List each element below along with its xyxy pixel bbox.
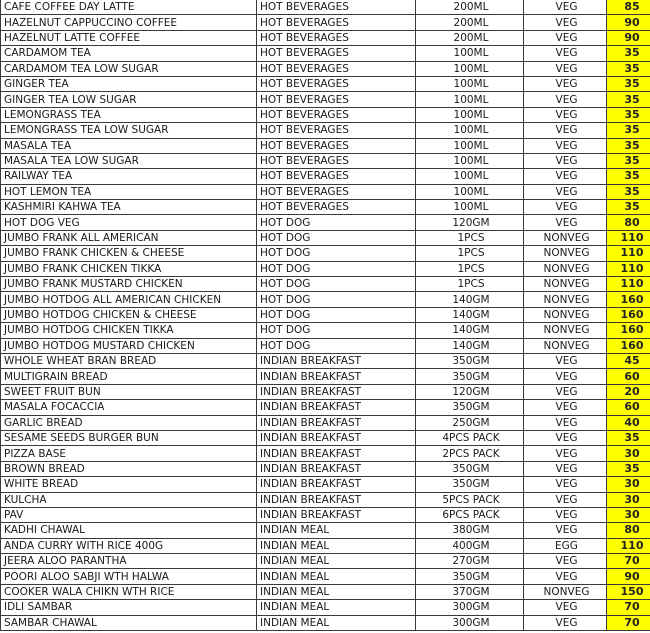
price-cell: 35: [607, 138, 650, 153]
diet-type-cell: VEG: [524, 569, 607, 584]
table-row: [1, 292, 650, 307]
diet-type-cell: VEG: [524, 353, 607, 368]
item-name-cell: BROWN BREAD: [1, 461, 257, 476]
quantity-cell: 200ML: [416, 30, 524, 45]
price-cell: 110: [607, 277, 650, 292]
table-row: [1, 461, 650, 476]
quantity-cell: 1PCS: [416, 230, 524, 245]
price-cell: 110: [607, 230, 650, 245]
item-name-cell: GINGER TEA LOW SUGAR: [1, 92, 257, 107]
table-row: [1, 415, 650, 430]
table-row: [1, 76, 650, 91]
category-cell: INDIAN BREAKFAST: [257, 400, 416, 415]
diet-type-cell: VEG: [524, 123, 607, 138]
item-name-cell: LEMONGRASS TEA: [1, 107, 257, 122]
diet-type-cell: VEG: [524, 430, 607, 445]
item-name-cell: JUMBO HOTDOG CHICKEN TIKKA: [1, 323, 257, 338]
category-cell: INDIAN MEAL: [257, 584, 416, 599]
category-cell: INDIAN BREAKFAST: [257, 353, 416, 368]
quantity-cell: 100ML: [416, 200, 524, 215]
price-cell: 160: [607, 323, 650, 338]
table-row: [1, 230, 650, 245]
quantity-cell: 100ML: [416, 169, 524, 184]
item-name-cell: JUMBO HOTDOG CHICKEN & CHEESE: [1, 307, 257, 322]
quantity-cell: 120GM: [416, 215, 524, 230]
item-name-cell: RAILWAY TEA: [1, 169, 257, 184]
item-name-cell: CARDAMOM TEA LOW SUGAR: [1, 61, 257, 76]
price-cell: 35: [607, 61, 650, 76]
category-cell: HOT BEVERAGES: [257, 61, 416, 76]
item-name-cell: JUMBO FRANK CHICKEN & CHEESE: [1, 246, 257, 261]
diet-type-cell: VEG: [524, 600, 607, 615]
quantity-cell: 1PCS: [416, 261, 524, 276]
price-cell: 35: [607, 169, 650, 184]
item-name-cell: GINGER TEA: [1, 76, 257, 91]
item-name-cell: HAZELNUT CAPPUCCINO COFFEE: [1, 15, 257, 30]
quantity-cell: 140GM: [416, 292, 524, 307]
price-cell: 35: [607, 76, 650, 91]
table-row: [1, 200, 650, 215]
item-name-cell: LEMONGRASS TEA LOW SUGAR: [1, 123, 257, 138]
table-row: [1, 446, 650, 461]
item-name-cell: JUMBO HOTDOG ALL AMERICAN CHICKEN: [1, 292, 257, 307]
item-name-cell: JUMBO FRANK MUSTARD CHICKEN: [1, 277, 257, 292]
item-name-cell: KASHMIRI KAHWA TEA: [1, 200, 257, 215]
quantity-cell: 300GM: [416, 615, 524, 630]
quantity-cell: 140GM: [416, 307, 524, 322]
item-name-cell: POORI ALOO SABJI WTH HALWA: [1, 569, 257, 584]
category-cell: INDIAN BREAKFAST: [257, 507, 416, 522]
quantity-cell: 6PCS PACK: [416, 507, 524, 522]
category-cell: INDIAN BREAKFAST: [257, 369, 416, 384]
price-cell: 30: [607, 492, 650, 507]
item-name-cell: COOKER WALA CHIKN WTH RICE: [1, 584, 257, 599]
price-cell: 110: [607, 246, 650, 261]
category-cell: HOT BEVERAGES: [257, 46, 416, 61]
table-row: [1, 61, 650, 76]
item-name-cell: WHITE BREAD: [1, 477, 257, 492]
item-name-cell: JUMBO FRANK CHICKEN TIKKA: [1, 261, 257, 276]
diet-type-cell: VEG: [524, 61, 607, 76]
table-row: [1, 215, 650, 230]
item-name-cell: CARDAMOM TEA: [1, 46, 257, 61]
quantity-cell: 1PCS: [416, 246, 524, 261]
category-cell: INDIAN BREAKFAST: [257, 461, 416, 476]
diet-type-cell: VEG: [524, 554, 607, 569]
category-cell: HOT BEVERAGES: [257, 15, 416, 30]
table-row: [1, 477, 650, 492]
price-cell: 35: [607, 153, 650, 168]
item-name-cell: JEERA ALOO PARANTHA: [1, 554, 257, 569]
quantity-cell: 100ML: [416, 61, 524, 76]
price-cell: 35: [607, 123, 650, 138]
category-cell: INDIAN MEAL: [257, 538, 416, 553]
diet-type-cell: VEG: [524, 107, 607, 122]
quantity-cell: 100ML: [416, 138, 524, 153]
table-row: [1, 369, 650, 384]
price-cell: 160: [607, 292, 650, 307]
item-name-cell: KULCHA: [1, 492, 257, 507]
diet-type-cell: VEG: [524, 215, 607, 230]
table-row: [1, 569, 650, 584]
category-cell: HOT BEVERAGES: [257, 92, 416, 107]
quantity-cell: 100ML: [416, 92, 524, 107]
quantity-cell: 100ML: [416, 123, 524, 138]
price-cell: 20: [607, 384, 650, 399]
item-name-cell: SAMBAR CHAWAL: [1, 615, 257, 630]
diet-type-cell: VEG: [524, 477, 607, 492]
price-cell: 35: [607, 461, 650, 476]
table-row: [1, 600, 650, 615]
price-cell: 60: [607, 369, 650, 384]
item-name-cell: KADHI CHAWAL: [1, 523, 257, 538]
price-cell: 90: [607, 569, 650, 584]
diet-type-cell: VEG: [524, 369, 607, 384]
diet-type-cell: VEG: [524, 169, 607, 184]
category-cell: INDIAN BREAKFAST: [257, 492, 416, 507]
category-cell: INDIAN MEAL: [257, 615, 416, 630]
item-name-cell: IDLI SAMBAR: [1, 600, 257, 615]
category-cell: INDIAN BREAKFAST: [257, 477, 416, 492]
item-name-cell: HOT DOG VEG: [1, 215, 257, 230]
diet-type-cell: NONVEG: [524, 230, 607, 245]
diet-type-cell: VEG: [524, 615, 607, 630]
item-name-cell: SWEET FRUIT BUN: [1, 384, 257, 399]
table-row: [1, 507, 650, 522]
category-cell: HOT BEVERAGES: [257, 0, 416, 15]
category-cell: HOT DOG: [257, 277, 416, 292]
diet-type-cell: NONVEG: [524, 338, 607, 353]
price-cell: 110: [607, 261, 650, 276]
diet-type-cell: VEG: [524, 138, 607, 153]
category-cell: HOT BEVERAGES: [257, 153, 416, 168]
quantity-cell: 270GM: [416, 554, 524, 569]
quantity-cell: 1PCS: [416, 277, 524, 292]
table-row: [1, 307, 650, 322]
diet-type-cell: VEG: [524, 415, 607, 430]
diet-type-cell: NONVEG: [524, 323, 607, 338]
item-name-cell: WHOLE WHEAT BRAN BREAD: [1, 353, 257, 368]
quantity-cell: 350GM: [416, 353, 524, 368]
category-cell: HOT DOG: [257, 323, 416, 338]
diet-type-cell: VEG: [524, 76, 607, 91]
category-cell: HOT DOG: [257, 338, 416, 353]
price-cell: 35: [607, 92, 650, 107]
diet-type-cell: NONVEG: [524, 292, 607, 307]
quantity-cell: 200ML: [416, 15, 524, 30]
category-cell: HOT BEVERAGES: [257, 107, 416, 122]
quantity-cell: 100ML: [416, 46, 524, 61]
category-cell: HOT BEVERAGES: [257, 138, 416, 153]
price-cell: 90: [607, 30, 650, 45]
diet-type-cell: EGG: [524, 538, 607, 553]
price-cell: 150: [607, 584, 650, 599]
price-cell: 80: [607, 523, 650, 538]
table-row: [1, 153, 650, 168]
item-name-cell: HOT LEMON TEA: [1, 184, 257, 199]
table-row: [1, 430, 650, 445]
category-cell: HOT BEVERAGES: [257, 184, 416, 199]
quantity-cell: 100ML: [416, 107, 524, 122]
diet-type-cell: NONVEG: [524, 584, 607, 599]
diet-type-cell: NONVEG: [524, 246, 607, 261]
item-name-cell: MASALA TEA LOW SUGAR: [1, 153, 257, 168]
category-cell: HOT BEVERAGES: [257, 30, 416, 45]
quantity-cell: 200ML: [416, 0, 524, 15]
table-row: [1, 277, 650, 292]
price-cell: 60: [607, 400, 650, 415]
category-cell: HOT DOG: [257, 230, 416, 245]
category-cell: HOT BEVERAGES: [257, 123, 416, 138]
table-row: [1, 246, 650, 261]
price-cell: 70: [607, 554, 650, 569]
diet-type-cell: VEG: [524, 384, 607, 399]
diet-type-cell: VEG: [524, 400, 607, 415]
quantity-cell: 120GM: [416, 384, 524, 399]
price-cell: 30: [607, 446, 650, 461]
price-cell: 110: [607, 538, 650, 553]
table-row: [1, 338, 650, 353]
table-row: [1, 400, 650, 415]
quantity-cell: 350GM: [416, 461, 524, 476]
diet-type-cell: VEG: [524, 492, 607, 507]
item-name-cell: HAZELNUT LATTE COFFEE: [1, 30, 257, 45]
table-row: [1, 554, 650, 569]
table-row: [1, 123, 650, 138]
quantity-cell: 350GM: [416, 477, 524, 492]
price-cell: 160: [607, 338, 650, 353]
category-cell: INDIAN MEAL: [257, 600, 416, 615]
quantity-cell: 370GM: [416, 584, 524, 599]
diet-type-cell: VEG: [524, 523, 607, 538]
category-cell: INDIAN BREAKFAST: [257, 430, 416, 445]
item-name-cell: JUMBO HOTDOG MUSTARD CHICKEN: [1, 338, 257, 353]
item-name-cell: MASALA FOCACCIA: [1, 400, 257, 415]
diet-type-cell: NONVEG: [524, 277, 607, 292]
price-cell: 35: [607, 430, 650, 445]
table-row: [1, 0, 650, 15]
diet-type-cell: VEG: [524, 92, 607, 107]
table-row: [1, 492, 650, 507]
table-row: [1, 184, 650, 199]
diet-type-cell: VEG: [524, 446, 607, 461]
table-row: [1, 261, 650, 276]
table-row: [1, 615, 650, 630]
diet-type-cell: VEG: [524, 153, 607, 168]
quantity-cell: 100ML: [416, 76, 524, 91]
quantity-cell: 2PCS PACK: [416, 446, 524, 461]
table-row: [1, 15, 650, 30]
category-cell: HOT DOG: [257, 307, 416, 322]
price-cell: 35: [607, 200, 650, 215]
item-name-cell: MASALA TEA: [1, 138, 257, 153]
price-cell: 70: [607, 600, 650, 615]
table-row: [1, 523, 650, 538]
price-cell: 85: [607, 0, 650, 15]
table-row: [1, 30, 650, 45]
price-cell: 70: [607, 615, 650, 630]
price-cell: 160: [607, 307, 650, 322]
table-row: [1, 138, 650, 153]
quantity-cell: 250GM: [416, 415, 524, 430]
item-name-cell: MULTIGRAIN BREAD: [1, 369, 257, 384]
diet-type-cell: VEG: [524, 461, 607, 476]
item-name-cell: ANDA CURRY WITH RICE 400G: [1, 538, 257, 553]
table-row: [1, 584, 650, 599]
item-name-cell: PAV: [1, 507, 257, 522]
quantity-cell: 140GM: [416, 338, 524, 353]
price-cell: 45: [607, 353, 650, 368]
category-cell: HOT BEVERAGES: [257, 200, 416, 215]
item-name-cell: SESAME SEEDS BURGER BUN: [1, 430, 257, 445]
table-row: [1, 353, 650, 368]
diet-type-cell: NONVEG: [524, 307, 607, 322]
diet-type-cell: VEG: [524, 184, 607, 199]
item-name-cell: PIZZA BASE: [1, 446, 257, 461]
table-row: [1, 323, 650, 338]
diet-type-cell: VEG: [524, 46, 607, 61]
item-name-cell: GARLIC BREAD: [1, 415, 257, 430]
category-cell: INDIAN MEAL: [257, 569, 416, 584]
quantity-cell: 400GM: [416, 538, 524, 553]
category-cell: INDIAN MEAL: [257, 523, 416, 538]
category-cell: INDIAN BREAKFAST: [257, 415, 416, 430]
quantity-cell: 140GM: [416, 323, 524, 338]
quantity-cell: 300GM: [416, 600, 524, 615]
diet-type-cell: NONVEG: [524, 261, 607, 276]
table-row: [1, 46, 650, 61]
quantity-cell: 380GM: [416, 523, 524, 538]
price-cell: 80: [607, 215, 650, 230]
quantity-cell: 350GM: [416, 569, 524, 584]
table-row: [1, 538, 650, 553]
quantity-cell: 4PCS PACK: [416, 430, 524, 445]
category-cell: INDIAN MEAL: [257, 554, 416, 569]
diet-type-cell: VEG: [524, 30, 607, 45]
price-cell: 40: [607, 415, 650, 430]
category-cell: INDIAN BREAKFAST: [257, 384, 416, 399]
quantity-cell: 100ML: [416, 153, 524, 168]
category-cell: HOT DOG: [257, 292, 416, 307]
category-cell: INDIAN BREAKFAST: [257, 446, 416, 461]
diet-type-cell: VEG: [524, 0, 607, 15]
item-name-cell: CAFE COFFEE DAY LATTE: [1, 0, 257, 15]
item-name-cell: JUMBO FRANK ALL AMERICAN: [1, 230, 257, 245]
menu-table-body: [1, 0, 650, 631]
quantity-cell: 350GM: [416, 400, 524, 415]
diet-type-cell: VEG: [524, 507, 607, 522]
quantity-cell: 350GM: [416, 369, 524, 384]
category-cell: HOT BEVERAGES: [257, 169, 416, 184]
price-cell: 90: [607, 15, 650, 30]
quantity-cell: 100ML: [416, 184, 524, 199]
category-cell: HOT DOG: [257, 261, 416, 276]
price-cell: 35: [607, 184, 650, 199]
category-cell: HOT DOG: [257, 215, 416, 230]
price-cell: 35: [607, 107, 650, 122]
table-row: [1, 169, 650, 184]
table-row: [1, 107, 650, 122]
diet-type-cell: VEG: [524, 15, 607, 30]
price-cell: 30: [607, 507, 650, 522]
diet-type-cell: VEG: [524, 200, 607, 215]
price-cell: 35: [607, 46, 650, 61]
category-cell: HOT BEVERAGES: [257, 76, 416, 91]
price-cell: 30: [607, 477, 650, 492]
table-row: [1, 92, 650, 107]
quantity-cell: 5PCS PACK: [416, 492, 524, 507]
table-row: [1, 384, 650, 399]
category-cell: HOT DOG: [257, 246, 416, 261]
